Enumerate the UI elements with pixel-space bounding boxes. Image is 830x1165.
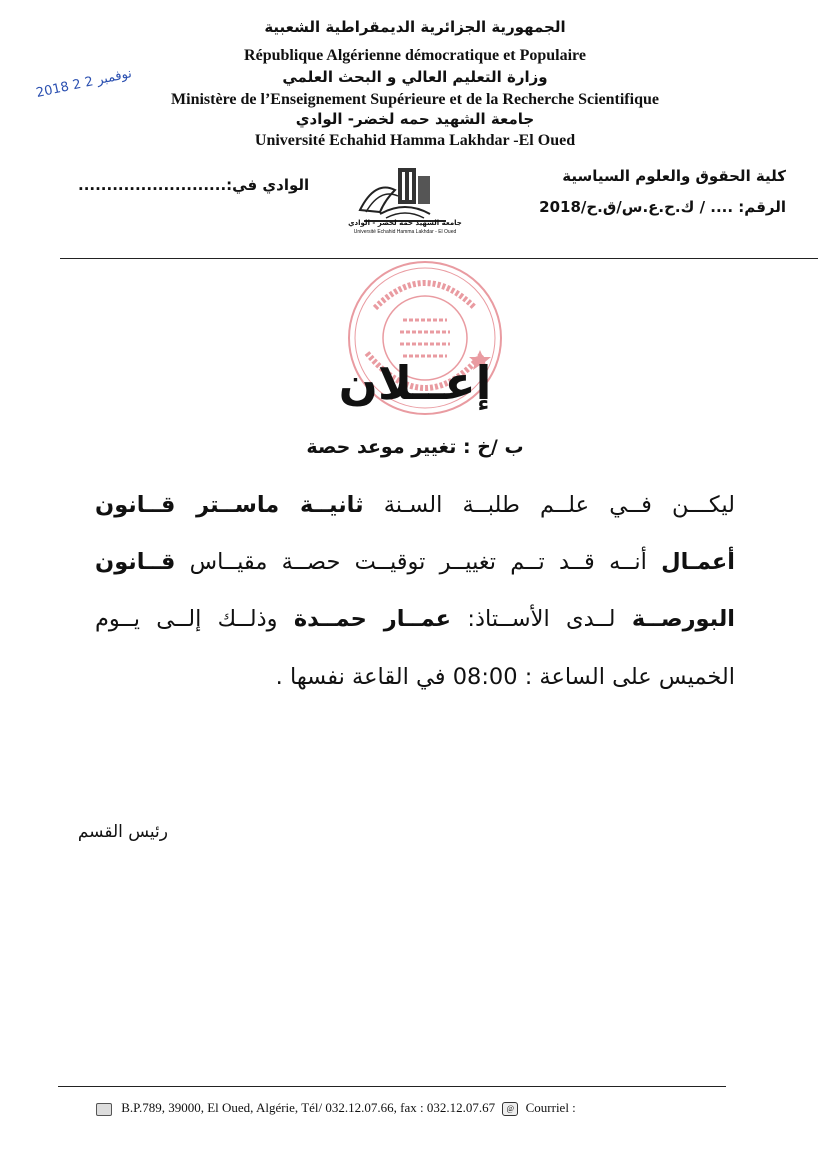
announcement-subject: ب /خ : تغيير موعد حصة: [306, 436, 524, 458]
footer-contact: [96, 1100, 576, 1116]
email-icon: @: [502, 1102, 518, 1116]
body-text: أنــه قــد تــم تغييــر توقيــت حصــة مقيــاس: [189, 549, 647, 575]
logo-caption-ar: جامعة الشهيد حمه لخضر - الوادي: [348, 219, 462, 227]
reference-number: الرقم: .... / ك.ح.ع.س/ق.ح/2018: [539, 198, 786, 216]
university-logo-icon: [350, 160, 460, 240]
footer-divider: [58, 1086, 726, 1087]
body-text-bold: ثانيــة ماســتر قــانون: [95, 492, 364, 518]
body-text-bold: قــانون: [95, 549, 176, 575]
body-line-4: [95, 664, 735, 690]
ministry-ar: وزارة التعليم العالي و البحث العلمي: [282, 68, 548, 86]
fax-icon: [96, 1103, 112, 1116]
body-text: ليكـــن فــي علــم طلبــة السـنة: [383, 492, 735, 518]
professor-name: عمــار حمــدة: [293, 606, 452, 632]
department-head-signature: رئيس القسم: [77, 822, 168, 842]
body-text: لــدى الأســتاذ:: [467, 606, 616, 632]
republic-ar: الجمهورية الجزائرية الديمقراطية الشعبية: [264, 18, 566, 36]
place-date: الوادي في:..........................: [78, 176, 310, 194]
handwritten-date: 2018 نوفمبر 2 2: [34, 66, 134, 101]
university-ar: جامعة الشهيد حمه لخضر- الوادي: [295, 110, 535, 128]
body-line-2: [95, 549, 735, 575]
logo-caption-fr: Université Echahid Hamma Lakhdar - El Oued: [353, 229, 457, 235]
ministry-fr: Ministère de l’Enseignement Supérieure et de la Recherche Scientifique: [171, 91, 659, 108]
body-line-3: [95, 606, 735, 632]
body-text: وذلــك إلــى يــوم: [95, 606, 278, 632]
republic-fr: République Algérienne démocratique et Populaire: [244, 47, 586, 64]
body-line-1: [95, 492, 735, 518]
announcement-title: إعــلان: [338, 356, 492, 410]
university-logo: [350, 160, 460, 240]
university-fr: Université Echahid Hamma Lakhdar -El Oued: [254, 132, 576, 149]
body-text: الخميس على الساعة : 08:00 في القاعة نفسها .: [275, 664, 735, 690]
footer-courriel: Courriel :: [525, 1100, 576, 1115]
footer-address: B.P.789, 39000, El Oued, Algérie, Tél/ 032.12.07.66, fax : 032.12.07.67: [121, 1100, 496, 1115]
body-text-bold: أعمـال: [661, 549, 735, 575]
faculty-ar: كلية الحقوق والعلوم السياسية: [562, 167, 786, 185]
body-text-bold: البورصــة: [631, 606, 735, 632]
